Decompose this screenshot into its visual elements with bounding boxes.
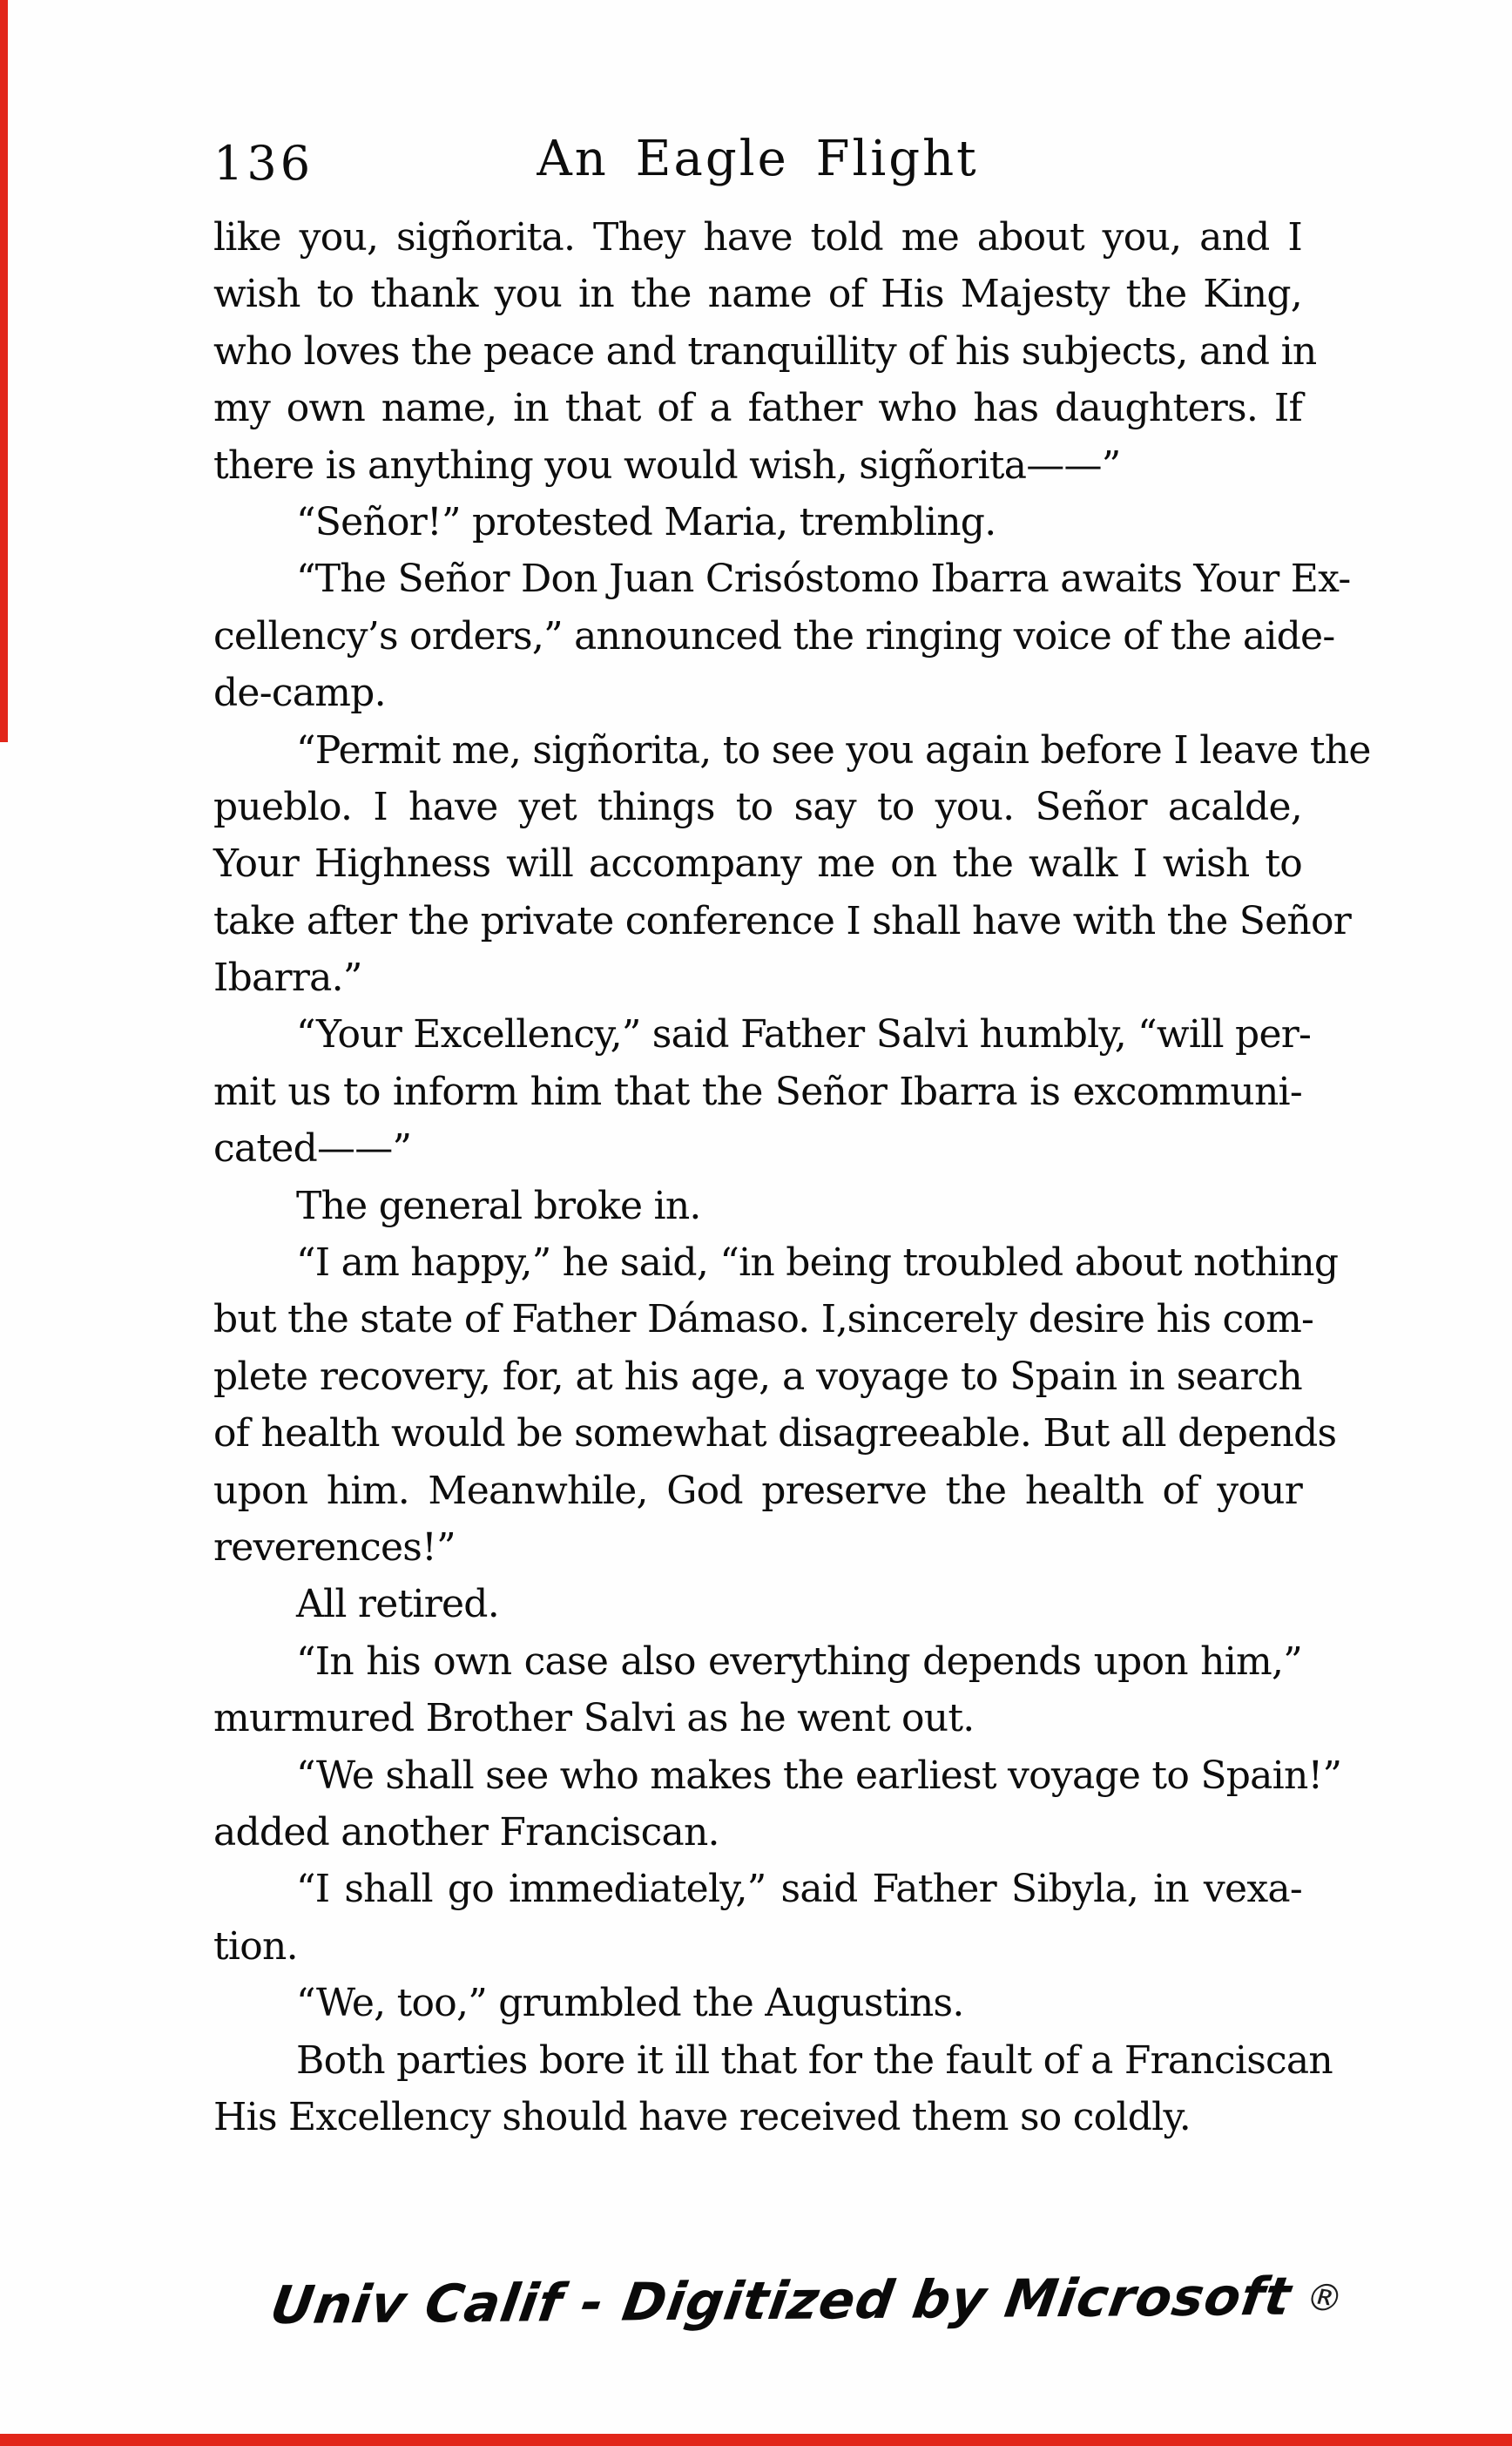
text-line: of health would be somewhat disagreeable. But all depends <box>213 1411 1337 1456</box>
text-line: wish to thank you in the name of His Majesty the King, <box>213 272 1302 317</box>
digitization-footer <box>264 2266 1350 2354</box>
text-line: Both parties bore it ill that for the fault of a Franciscan <box>296 2037 1333 2083</box>
text-line: “The Señor Don Juan Crisóstomo Ibarra awaits Your Ex- <box>296 557 1351 602</box>
text-block <box>213 209 1371 2145</box>
text-line: murmured Brother Salvi as he went out. <box>213 1696 975 1741</box>
text-line: there is anything you would wish, sigñorita——” <box>213 443 1121 488</box>
page-header <box>213 131 1302 200</box>
text-line: cated——” <box>213 1126 412 1172</box>
text-line: The general broke in. <box>296 1183 701 1228</box>
text-line: added another Franciscan. <box>213 1809 719 1855</box>
text-line: pueblo. I have yet things to say to you. Señor acalde, <box>213 784 1302 829</box>
page-title: An Eagle Flight <box>537 131 979 187</box>
text-line: “Your Excellency,” said Father Salvi humbly, “will per- <box>296 1012 1312 1057</box>
scan-artifact-bottom-edge <box>0 2434 1512 2446</box>
text-line: mit us to inform him that the Señor Ibarra is excommuni- <box>213 1069 1302 1114</box>
text-line: who loves the peace and tranquillity of his subjects, and in <box>213 328 1317 374</box>
text-line: take after the private conference I shall have with the Señor <box>213 898 1352 943</box>
text-line: “Permit me, sigñorita, to see you again before I leave the <box>296 727 1371 773</box>
text-line: reverences!” <box>213 1524 456 1570</box>
text-line: tion. <box>213 1923 298 1969</box>
text-line: “In his own case also everything depends upon him,” <box>296 1639 1302 1684</box>
text-line: All retired. <box>296 1582 499 1627</box>
text-line: cellency’s orders,” announced the ringing voice of the aide- <box>213 613 1335 659</box>
text-line: “I shall go immediately,” said Father Sibyla, in vexa- <box>296 1867 1302 1912</box>
text-line: “I am happy,” he said, “in being troubled about nothing <box>296 1240 1339 1286</box>
text-line: His Excellency should have received them so coldly. <box>213 2094 1191 2139</box>
text-line: Your Highness will accompany me on the walk I wish to <box>213 841 1302 887</box>
text-line: like you, sigñorita. They have told me about you, and I <box>213 215 1302 260</box>
text-line: “Señor!” protested Maria, trembling. <box>296 499 996 544</box>
page-number: 136 <box>213 136 314 191</box>
text-line: “We shall see who makes the earliest voyage to Spain!” <box>296 1753 1342 1798</box>
text-line: plete recovery, for, at his age, a voyage to Spain in search <box>213 1354 1302 1399</box>
text-line: de-camp. <box>213 671 386 716</box>
text-line: upon him. Meanwhile, God preserve the health of your <box>213 1468 1302 1513</box>
text-line: but the state of Father Dámaso. I‚sincerely desire his com- <box>213 1297 1314 1342</box>
registered-trademark-icon: ® <box>1300 2274 1350 2322</box>
text-line: my own name, in that of a father who has daughters. If <box>213 386 1302 431</box>
text-line: Ibarra.” <box>213 956 362 1001</box>
footer-text: Univ Calif - Digitized by Microsoft <box>266 2266 1296 2337</box>
scan-artifact-left-edge <box>0 0 8 742</box>
text-line: “We, too,” grumbled the Augustins. <box>296 1981 964 2026</box>
